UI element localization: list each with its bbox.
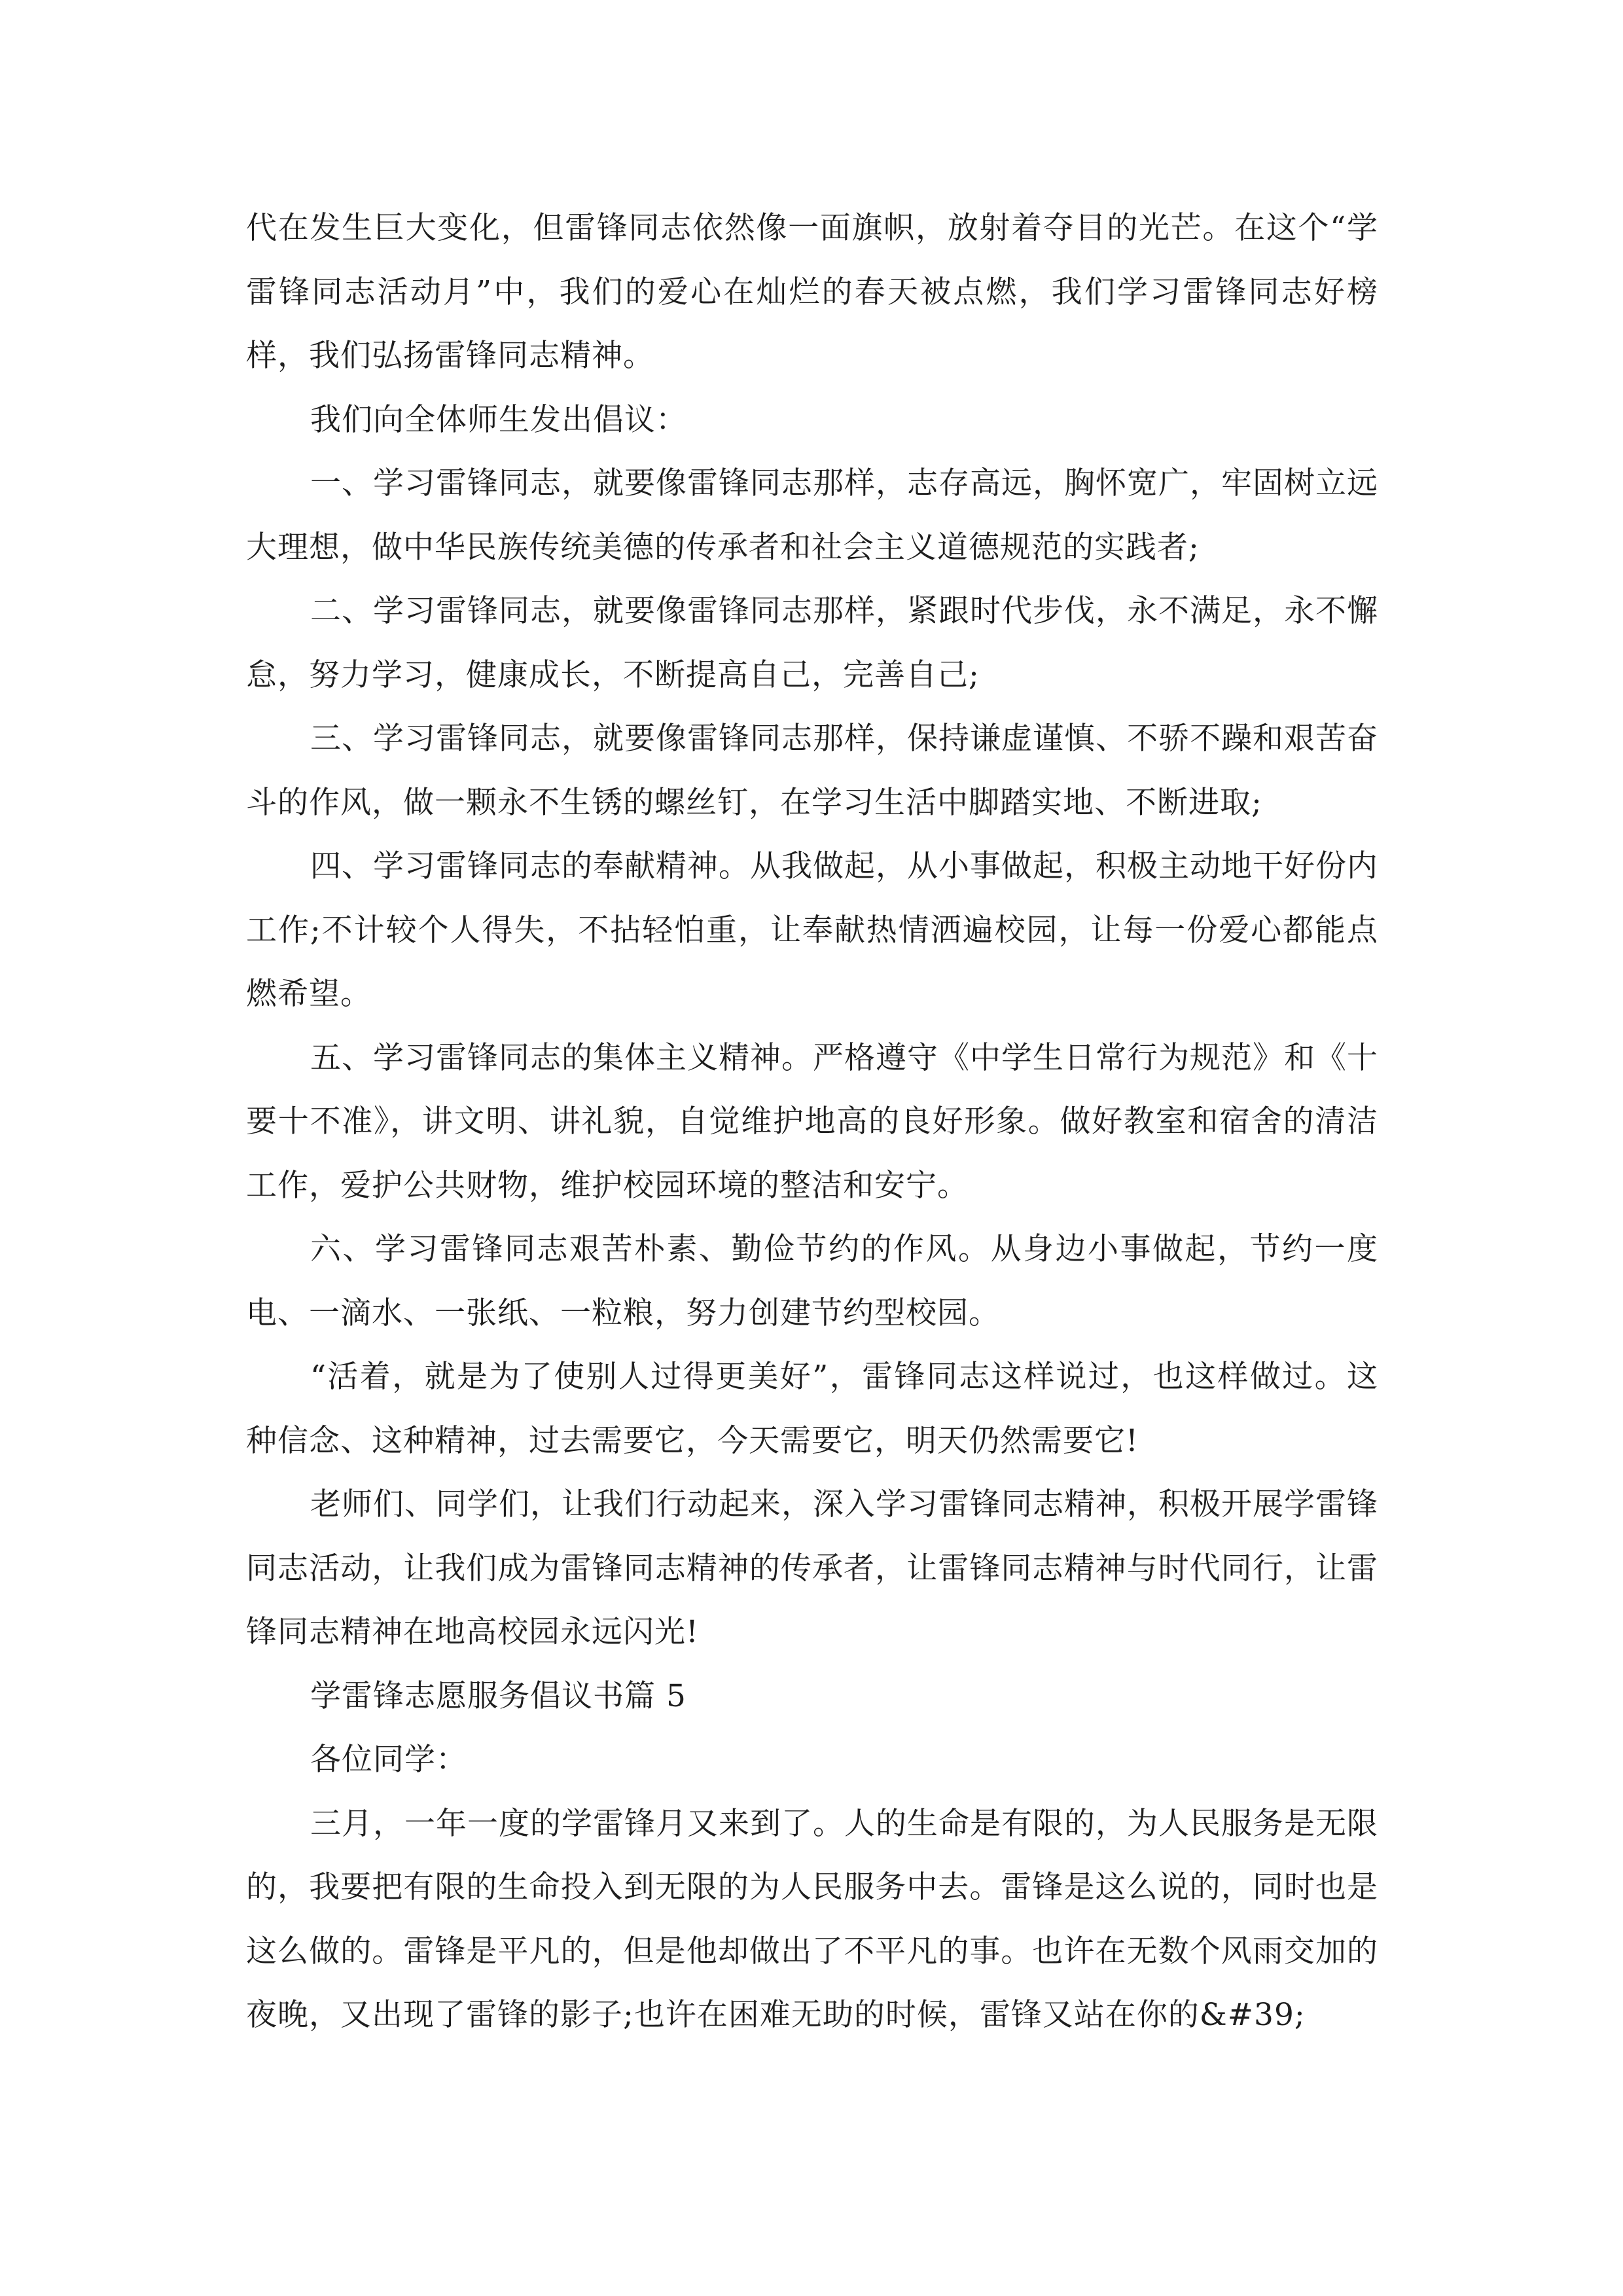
section-heading: 学雷锋志愿服务倡议书篇 5	[310, 1677, 687, 1714]
paragraph-item-3: 三、学习雷锋同志，就要像雷锋同志那样，保持谦虚谨慎、不骄不躁和艰苦奋斗的作风，做一颗永不生锈的螺丝钉，在学习生活中脚踏实地、不断进取;	[246, 721, 1378, 821]
paragraph-quote: “活着，就是为了使别人过得更美好”，雷锋同志这样说过，也这样做过。这种信念、这种精神，过去需要它，今天需要它，明天仍然需要它!	[246, 1359, 1378, 1459]
paragraph-continuation: 代在发生巨大变化，但雷锋同志依然像一面旗帜，放射着夺目的光芒。在这个“学雷锋同志活动月”中，我们的爱心在灿烂的春天被点燃，我们学习雷锋同志好榜样，我们弘扬雷锋同志精神。	[246, 210, 1378, 374]
document-body	[246, 196, 1378, 2047]
paragraph-salutation: 各位同学：	[310, 1742, 467, 1778]
paragraph-item-2: 二、学习雷锋同志，就要像雷锋同志那样，紧跟时代步伐，永不满足，永不懈怠，努力学习，健康成长，不断提高自己，完善自己;	[246, 593, 1378, 693]
paragraph-item-1: 一、学习雷锋同志，就要像雷锋同志那样，志存高远，胸怀宽广，牢固树立远大理想，做中华民族传统美德的传承者和社会主义道德规范的实践者;	[246, 465, 1378, 565]
paragraph-proposal-intro: 我们向全体师生发出倡议：	[310, 401, 687, 438]
paragraph-call-to-action: 老师们、同学们，让我们行动起来，深入学习雷锋同志精神，积极开展学雷锋同志活动，让我们成为雷锋同志精神的传承者，让雷锋同志精神与时代同行，让雷锋同志精神在地高校园永远闪光!	[246, 1486, 1378, 1650]
paragraph-item-6: 六、学习雷锋同志艰苦朴素、勤俭节约的作风。从身边小事做起，节约一度电、一滴水、一张纸、一粒粮，努力创建节约型校园。	[246, 1231, 1378, 1331]
paragraph-item-5: 五、学习雷锋同志的集体主义精神。严格遵守《中学生日常行为规范》和《十要十不准》，讲文明、讲礼貌，自觉维护地高的良好形象。做好教室和宿舍的清洁工作，爱护公共财物，维护校园环境的整洁和安宁。	[246, 1039, 1378, 1204]
paragraph-body: 三月，一年一度的学雷锋月又来到了。人的生命是有限的，为人民服务是无限的，我要把有限的生命投入到无限的为人民服务中去。雷锋是这么说的，同时也是这么做的。雷锋是平凡的，但是他却做出了不平凡的事。也许在无数个风雨交加的夜晚，又出现了雷锋的影子;也许在困难无助的时候，雷锋又站在你的&#39;	[246, 1805, 1378, 2033]
paragraph-item-4: 四、学习雷锋同志的奉献精神。从我做起，从小事做起，积极主动地干好份内工作;不计较个人得失，不拈轻怕重，让奉献热情洒遍校园，让每一份爱心都能点燃希望。	[246, 848, 1378, 1012]
